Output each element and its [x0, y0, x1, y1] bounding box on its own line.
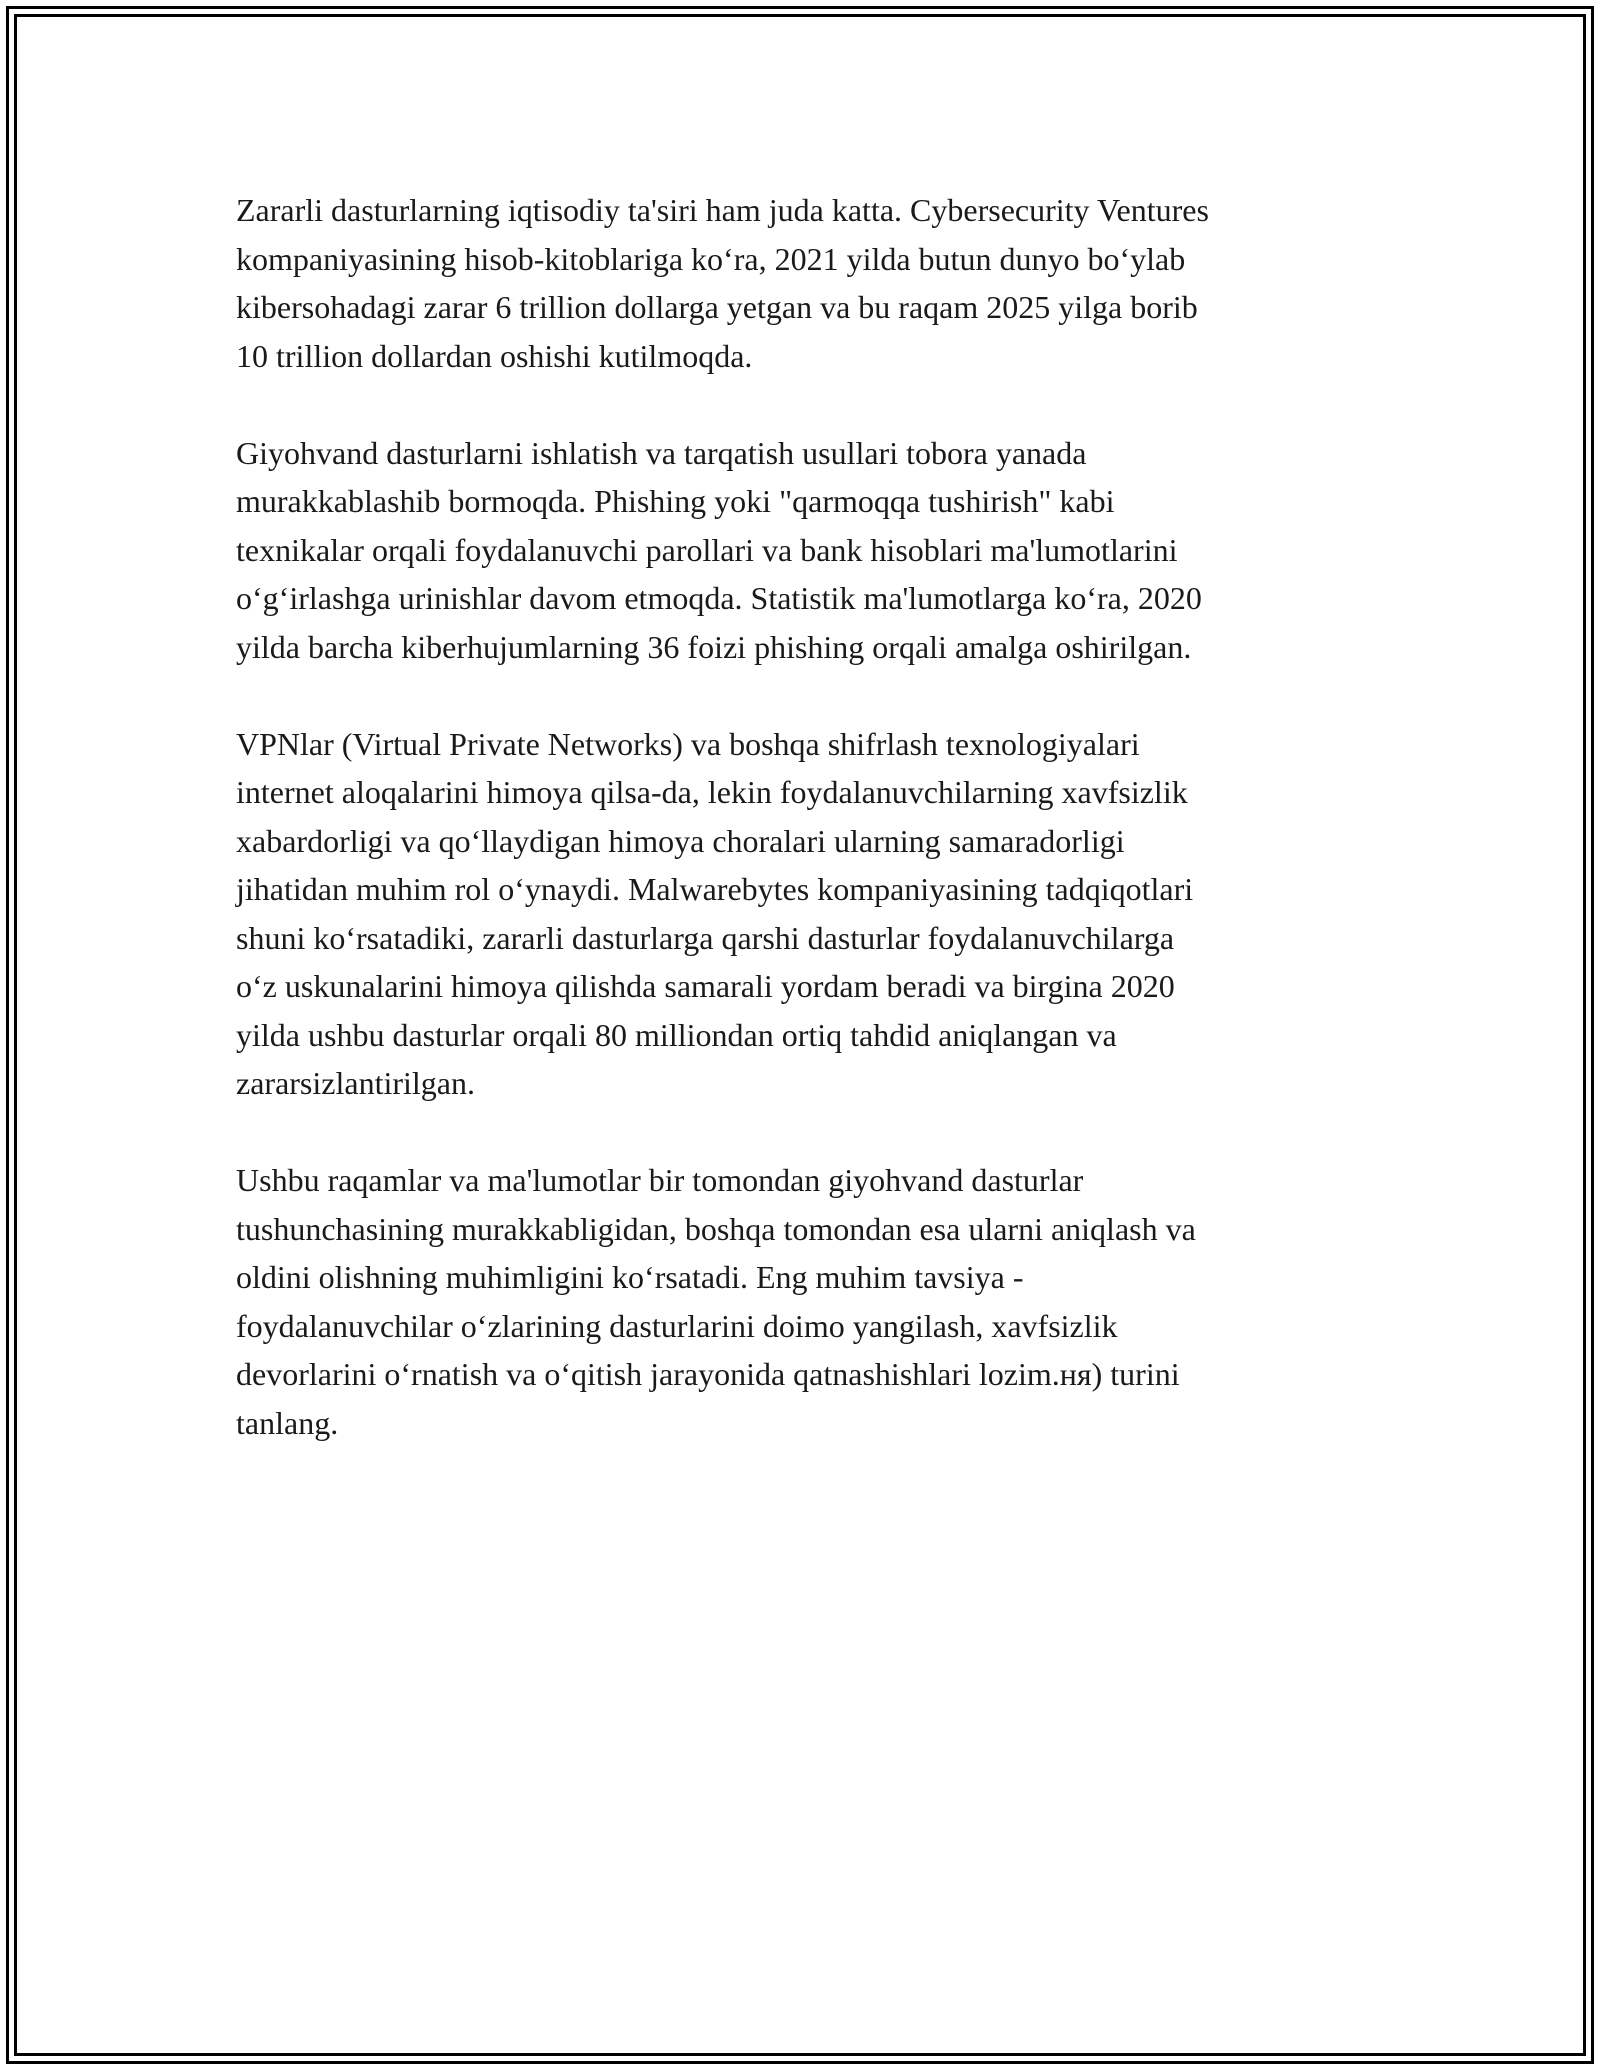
- paragraph-vpn-protection: VPNlar (Virtual Private Networks) va boshqa shifrlash texnologiyalari internet aloqalarini himoya qilsa-da, lekin foydalanuvchilarning xavfsizlik xabardorligi va qo‘llaydigan himoya choralari ularning samaradorligi jihatidan muhim rol o‘ynaydi. Malwarebytes kompaniyasining tadqiqotlari shuni ko‘rsatadiki, zararli dasturlarga qarshi dasturlar foydalanuvchilarga o‘z uskunalarini himoya qilishda samarali yordam beradi va birgina 2020 yilda ushbu dasturlar orqali 80 milliondan ortiq tahdid aniqlangan va zararsizlantirilgan.: [236, 725, 1194, 1101]
- document-body: [236, 186, 1366, 1496]
- paragraph-conclusion: Ushbu raqamlar va ma'lumotlar bir tomondan giyohvand dasturlar tushunchasining murakkabligidan, boshqa tomondan esa ularni aniqlash va oldini olishning muhimligini ko‘rsatadi. Eng muhim tavsiya - foydalanuvchilar o‘zlarining dasturlarini doimo yangilash, xavfsizlik devorlarini o‘rnatish va o‘qitish jarayonida qatnashishlari lozim.ня) turini tanlang.: [236, 1162, 1196, 1441]
- paragraph-economic-impact: Zararli dasturlarning iqtisodiy ta'siri ham juda katta. Cybersecurity Ventures kompaniyasining hisob-kitoblariga ko‘ra, 2021 yilda butun dunyo bo‘ylab kibersohadagi zarar 6 trillion dollarga yetgan va bu raqam 2025 yilga borib 10 trillion dollardan oshishi kutilmoqda.: [236, 192, 1209, 374]
- paragraph-phishing: Giyohvand dasturlarni ishlatish va tarqatish usullari tobora yanada murakkablashib bormoqda. Phishing yoki "qarmoqqa tushirish" kabi texnikalar orqali foydalanuvchi parollari va bank hisoblari ma'lumotlarini o‘g‘irlashga urinishlar davom etmoqda. Statistik ma'lumotlarga ko‘ra, 2020 yilda barcha kiberhujumlarning 36 foizi phishing orqali amalga oshirilgan.: [236, 434, 1202, 665]
